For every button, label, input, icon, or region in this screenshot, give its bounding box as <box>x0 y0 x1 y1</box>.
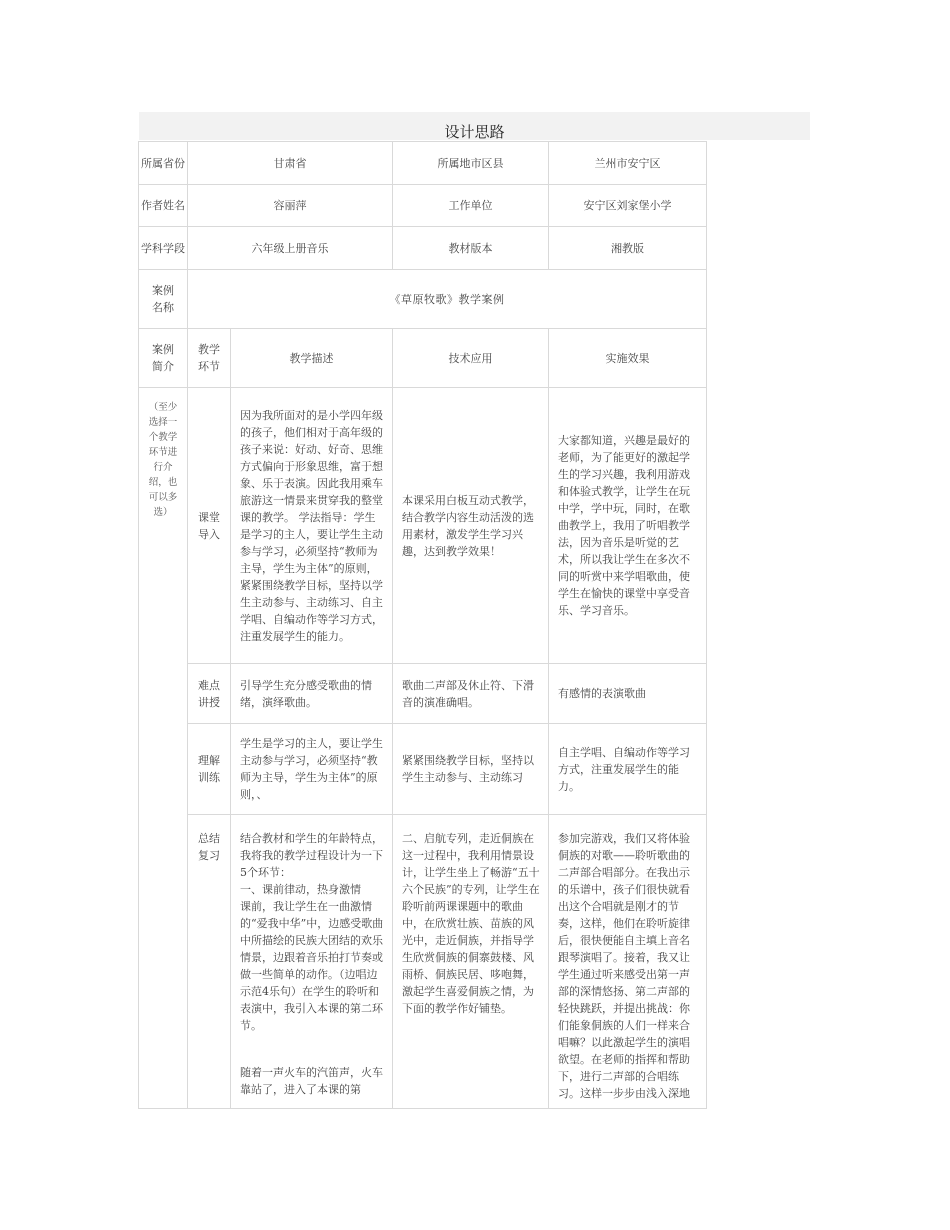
table-row <box>139 388 707 664</box>
technology-cell: 二、启航专列，走近侗族在这一过程中，我利用情景设计，让学生坐上了畅游“五十六个民族”的专列，让学生在聆听前两课课题中的歌曲中，在欣赏壮族、苗族的风光中，走近侗族，并指导学生欣赏侗族的侗寨鼓楼、风雨桥、侗族民居、哆咆舞，激起学生喜爱侗族之情，为下面的教学作好铺垫。 <box>393 815 549 1109</box>
info-row <box>139 185 707 227</box>
technology-cell: 紧紧围绕教学目标，坚持以学生主动参与、主动练习 <box>393 724 549 815</box>
table-row <box>139 815 707 1109</box>
province-value: 甘肃省 <box>188 142 393 185</box>
province-label: 所属省份 <box>139 142 188 185</box>
header-technology: 技术应用 <box>393 329 549 388</box>
design-table <box>138 141 707 1109</box>
work-unit-label: 工作单位 <box>393 185 549 227</box>
case-intro-label: 案例简介 <box>139 329 188 388</box>
case-name-value: 《草原牧歌》教学案例 <box>188 270 707 329</box>
stage-label: 课堂导入 <box>188 388 231 664</box>
description-paragraph: 课前，我让学生在一曲激情的“爱我中华”中，边感受歌曲中所描绘的民族大团结的欢乐情景，边跟着音乐拍打节奏或做一些简单的动作。（边唱边示范4乐句）在学生的聆听和表演中，我引入本课的第二环节。 <box>240 900 384 1032</box>
district-label: 所属地市区县 <box>393 142 549 185</box>
description-cell: 引导学生充分感受歌曲的情绪，演绎歌曲。 <box>231 664 393 724</box>
intro-note-cell <box>139 388 188 1109</box>
intro-header-row <box>139 329 707 388</box>
district-value: 兰州市安宁区 <box>549 142 707 185</box>
info-row <box>139 142 707 185</box>
header-effect: 实施效果 <box>549 329 707 388</box>
header-stage: 教学环节 <box>188 329 231 388</box>
case-name-row <box>139 270 707 329</box>
info-row <box>139 227 707 270</box>
table-row <box>139 664 707 724</box>
technology-cell: 歌曲二声部及休止符、下滑音的演准确唱。 <box>393 664 549 724</box>
effect-cell: 大家都知道，兴趣是最好的老师，为了能更好的激起学生的学习兴趣，我利用游戏和体验式教学，让学生在玩中学，学中玩，同时，在歌曲教学上，我用了听唱教学法，因为音乐是听觉的艺术，所以我让学生在多次不同的听赏中来学唱歌曲，使学生在愉快的课堂中享受音乐、学习音乐。 <box>549 388 707 664</box>
technology-cell: 本课采用白板互动式教学，结合教学内容生动活泼的选用素材，激发学生学习兴趣，达到教学效果！ <box>393 388 549 664</box>
subject-value: 六年级上册音乐 <box>188 227 393 270</box>
author-value: 容丽萍 <box>188 185 393 227</box>
paragraph-gap <box>240 1034 384 1064</box>
table-row <box>139 724 707 815</box>
work-unit-value: 安宁区刘家堡小学 <box>549 185 707 227</box>
description-paragraph: 结合教材和学生的年龄特点，我将我的教学过程设计为一下5个环节： <box>240 832 383 879</box>
effect-cell: 自主学唱、自编动作等学习方式，注重发展学生的能力。 <box>549 724 707 815</box>
description-cell <box>231 815 393 1109</box>
subject-label: 学科学段 <box>139 227 188 270</box>
stage-label: 难点讲授 <box>188 664 231 724</box>
textbook-label: 教材版本 <box>393 227 549 270</box>
stage-label: 总结复习 <box>188 815 231 1109</box>
description-paragraph: 随着一声火车的汽笛声，火车靠站了，进入了本课的第 <box>240 1066 383 1096</box>
header-description: 教学描述 <box>231 329 393 388</box>
stage-label: 理解训练 <box>188 724 231 815</box>
author-label: 作者姓名 <box>139 185 188 227</box>
case-name-label: 案例名称 <box>139 270 188 329</box>
textbook-value: 湘教版 <box>549 227 707 270</box>
description-cell: 学生是学习的主人，要让学生主动参与学习，必须坚持“教师为主导，学生为主体”的原则，、 <box>231 724 393 815</box>
document-title: 设计思路 <box>444 123 505 141</box>
effect-cell: 有感情的表演歌曲 <box>549 664 707 724</box>
effect-cell: 参加完游戏，我们又将体验侗族的对歌——聆听歌曲的二声部合唱部分。在我出示的乐谱中，孩子们很快就看出这个合唱就是刚才的节奏，这样，他们在聆听旋律后，很快便能自主填上音名跟琴演唱了。接着，我又让学生通过听来感受出第一声部的深情悠扬、第二声部的轻快跳跃，并提出挑战：你们能象侗族的人们一样来合唱嘛？以此激起学生的演唱欲望。在老师的指挥和帮助下，进行二声部的合唱练习。这样一步步由浅入深地 <box>549 815 707 1109</box>
description-cell: 因为我所面对的是小学四年级的孩子，他们相对于高年级的孩子来说：好动、好奇、思维方式偏向于形象思维，富于想象、乐于表演。因此我用乘车旅游这一情景来贯穿我的整堂课的教学。 学法指导：学生是学习的主人，要让学生主动参与学习，必须坚持“教师为主导，学生为主体”的原则，紧紧围绕教学目标，坚持以学生主动参与、主动练习、自主学唱、自编动作等学习方式，注重发展学生的能力。 <box>231 388 393 664</box>
description-paragraph: 一、课前律动，热身激情 <box>240 883 361 896</box>
intro-note: （至少选择一个教学环节进行介绍，也可以多选） <box>148 402 178 518</box>
